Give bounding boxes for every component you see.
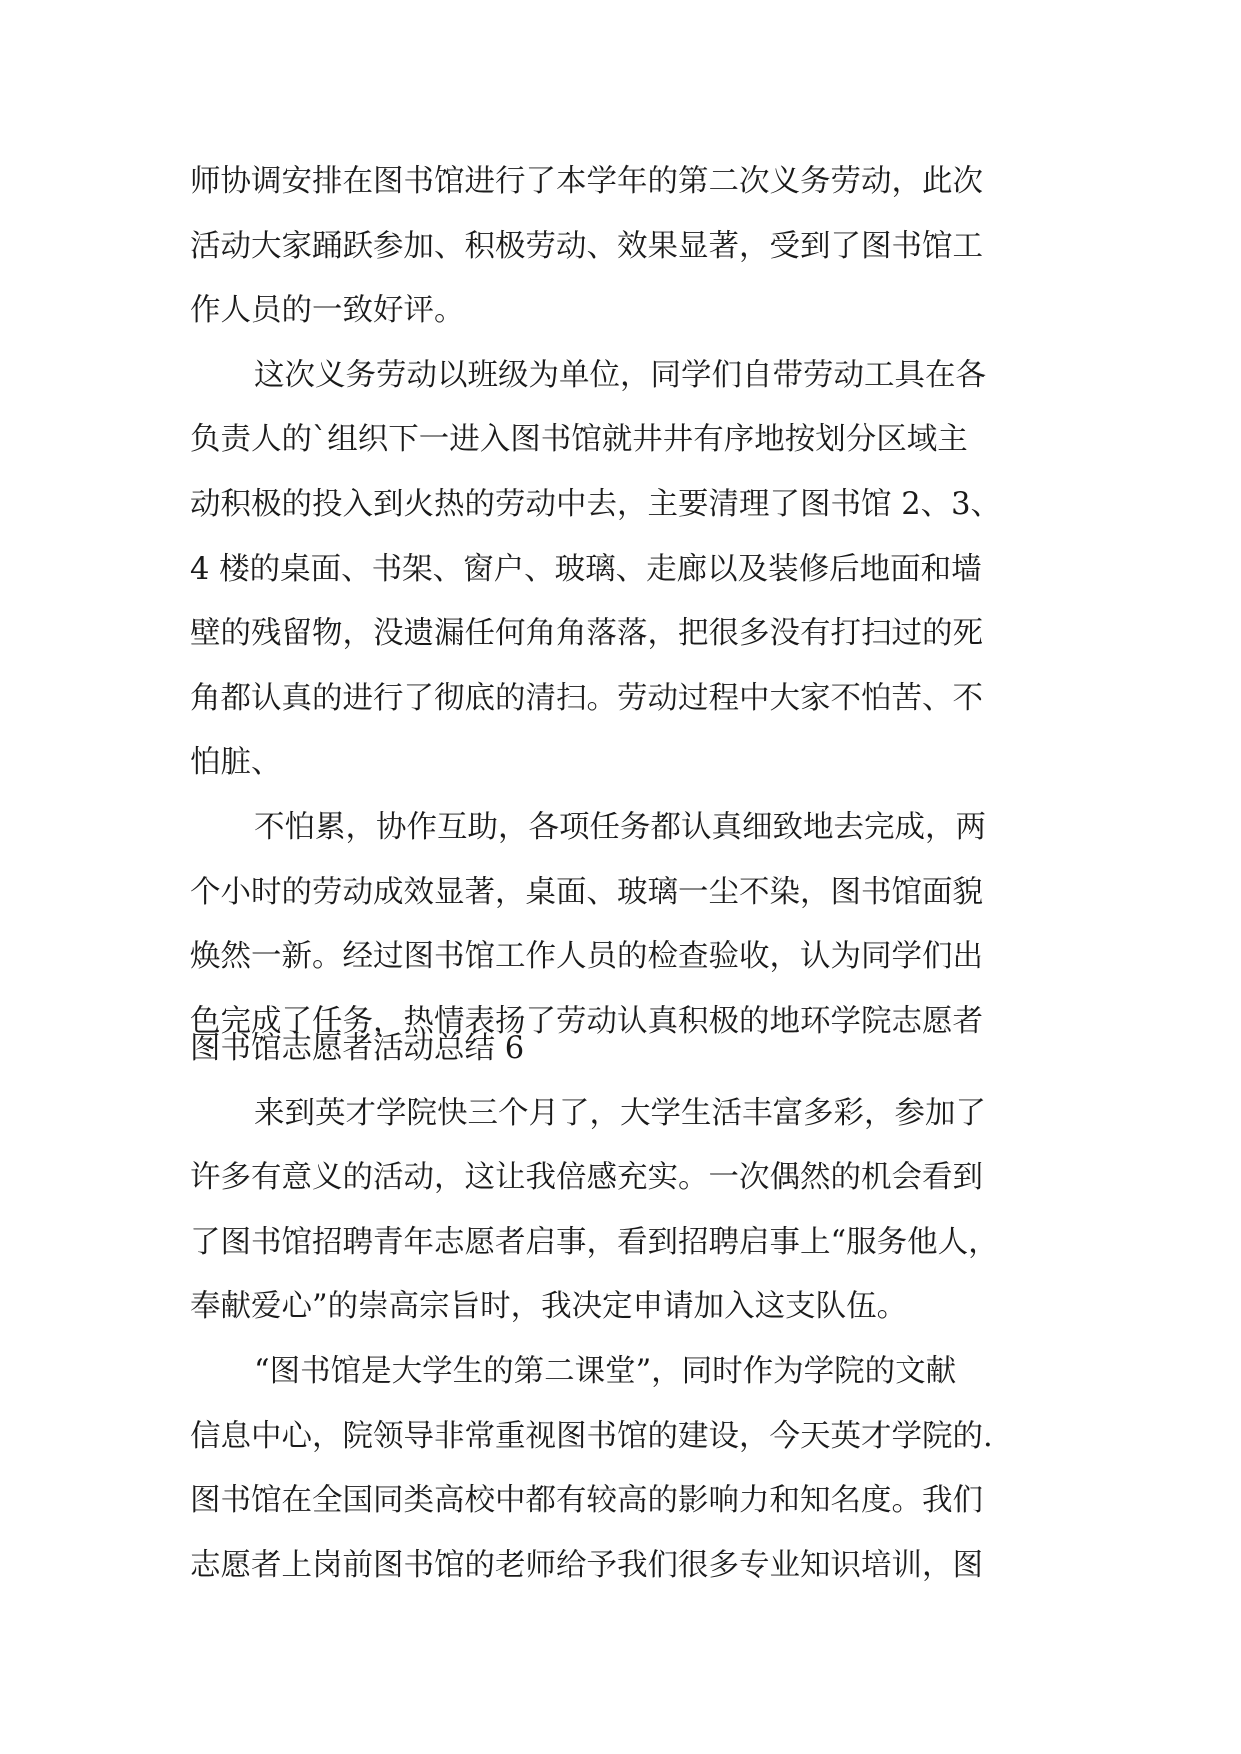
text-line: 焕然一新。经过图书馆工作人员的检查验收，认为同学们出 — [190, 939, 983, 975]
paragraph-labor-details — [190, 344, 1070, 796]
text-line: 许多有意义的活动，这让我倍感充实。一次偶然的机会看到 — [190, 1160, 983, 1196]
text-line: 这次义务劳动以班级为单位，同学们自带劳动工具在各 — [254, 357, 986, 393]
text-line: 4 楼的桌面、书架、窗户、玻璃、走廊以及装修后地面和墙 — [190, 551, 982, 587]
paragraph-library-importance — [190, 1340, 1070, 1598]
document-section-bottom — [190, 1017, 1070, 1598]
text-line: 壁的残留物，没遗漏任何角角落落，把很多没有打扫过的死 — [190, 616, 983, 652]
text-line: 角都认真的进行了彻底的清扫。劳动过程中大家不怕苦、不 — [190, 680, 983, 716]
text-line: 动积极的投入到火热的劳动中去，主要清理了图书馆 2、3、 — [190, 486, 1002, 522]
text-line: 师协调安排在图书馆进行了本学年的第二次义务劳动，此次 — [190, 164, 983, 199]
text-line: 来到英才学院快三个月了，大学生活丰富多彩，参加了 — [254, 1095, 986, 1131]
paragraph-intro — [190, 1082, 1070, 1340]
section-heading: 图书馆志愿者活动总结 6 — [190, 1031, 525, 1066]
text-line: 志愿者上岗前图书馆的老师给予我们很多专业知识培训，图 — [190, 1547, 983, 1583]
document-section-top — [190, 150, 1070, 1054]
text-line: 活动大家踊跃参加、积极劳动、效果显著，受到了图书馆工 — [190, 228, 983, 264]
text-line: 怕脏、 — [190, 745, 282, 781]
text-line: 不怕累，协作互助，各项任务都认真细致地去完成，两 — [254, 809, 986, 845]
text-line: 负责人的`组织下一进入图书馆就井井有序地按划分区域主 — [190, 422, 968, 458]
text-line: 图书馆在全国同类高校中都有较高的影响力和知名度。我们 — [190, 1483, 983, 1519]
text-line: 奉献爱心”的崇高宗旨时，我决定申请加入这支队伍。 — [190, 1289, 908, 1325]
text-line: 了图书馆招聘青年志愿者启事，看到招聘启事上“服务他人， — [190, 1224, 999, 1260]
text-line: 信息中心，院领导非常重视图书馆的建设，今天英才学院的. — [190, 1418, 993, 1454]
paragraph-results — [190, 796, 1070, 1054]
paragraph-continuation — [190, 150, 1070, 344]
text-line: 个小时的劳动成效显著，桌面、玻璃一尘不染，图书馆面貌 — [190, 874, 983, 910]
text-line: 作人员的一致好评。 — [190, 293, 465, 329]
text-line: 色完成了任务，热情表扬了劳动认真积极的地环学院志愿者 — [190, 1003, 983, 1039]
text-line: “图书馆是大学生的第二课堂”，同时作为学院的文献 — [254, 1353, 957, 1389]
